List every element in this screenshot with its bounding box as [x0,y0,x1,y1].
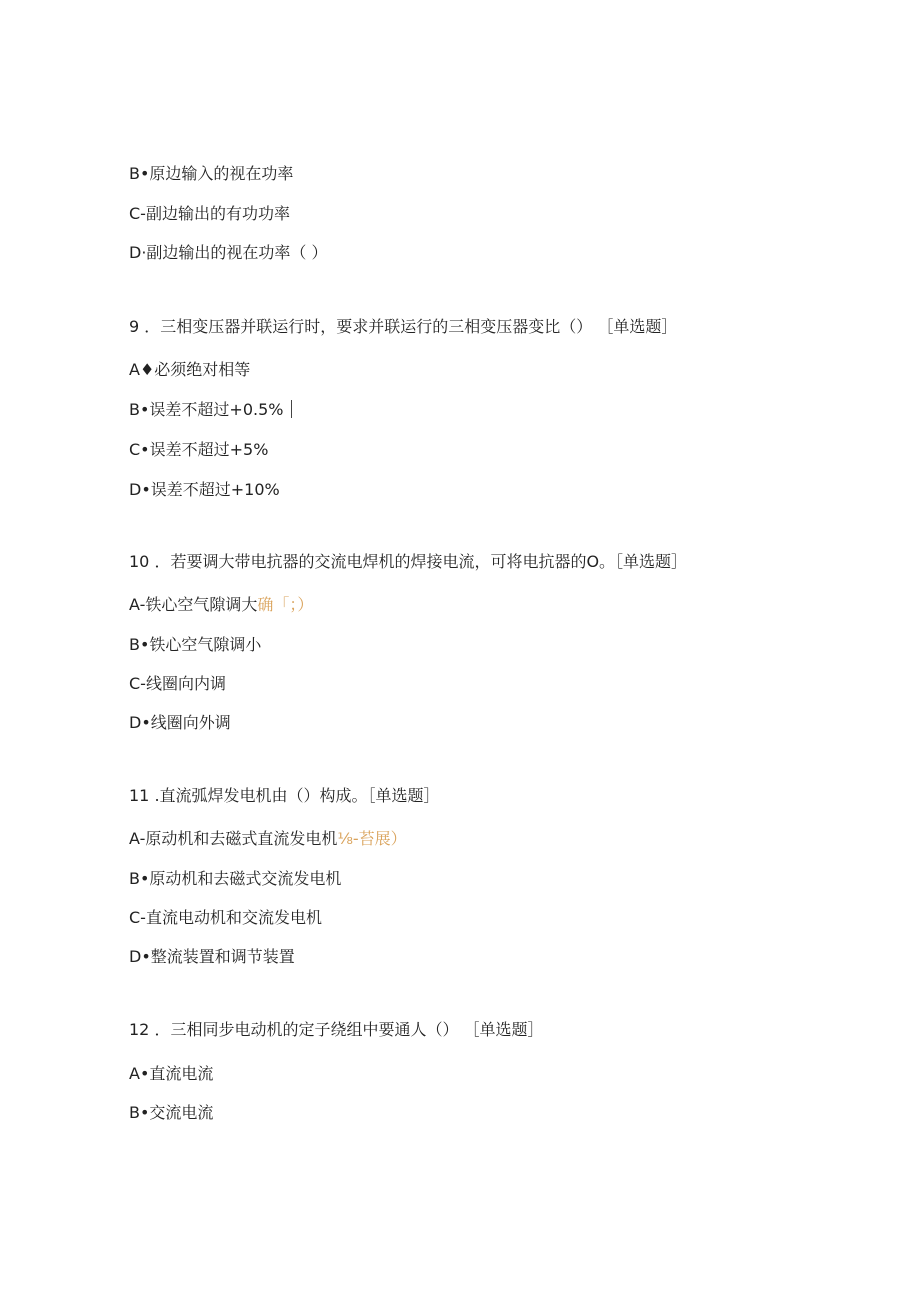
q12-option-b: B•交流电流 [129,1103,214,1122]
q11-option-b: B•原动机和去磁式交流发电机 [129,869,342,888]
q9-stem: 9 ．三相变压器并联运行时，要求并联运行的三相变压器变比（） ［单选题］ [129,317,678,336]
text-cursor-mark [291,400,292,418]
q10-option-a [129,594,313,616]
correct-answer-mark: ⅛-苔展） [337,829,407,848]
q11-stem: 11 .直流弧焊发电机由（）构成。［单选题］ [129,786,440,805]
q10-stem: 10 ．若要调大带电抗器的交流电焊机的焊接电流，可将电抗器的O。［单选题］ [129,552,688,571]
q9-option-c: C•误差不超过+5% [129,440,269,459]
q9-option-b-label: B•误差不超过+0.5% [129,400,284,419]
q12-option-a: A•直流电流 [129,1064,214,1083]
q10-option-d: D•线圈向外调 [129,713,231,732]
q10-option-b: B•铁心空气隙调小 [129,635,262,654]
q8-option-d: D·副边输出的视在功率（ ） [129,243,328,262]
q8-option-c: C-副边输出的有功功率 [129,204,290,223]
correct-answer-mark: 确「；） [257,595,314,614]
q10-option-c: C-线圈向内调 [129,674,226,693]
q11-option-a-label: A-原动机和去磁式直流发电机 [129,829,338,848]
q8-option-b: B•原边输入的视在功率 [129,164,294,183]
q11-option-c: C-直流电动机和交流发电机 [129,908,322,927]
q9-option-d: D•误差不超过+10% [129,480,280,499]
q10-option-a-label: A-铁心空气隙调大 [129,595,258,614]
q9-option-b [129,399,292,421]
q11-option-a [129,828,407,850]
q9-option-a: A♦必须绝对相等 [129,360,251,379]
q11-option-d: D•整流装置和调节装置 [129,947,295,966]
q12-stem: 12 ．三相同步电动机的定子绕组中要通人（） ［单选题］ [129,1020,544,1039]
